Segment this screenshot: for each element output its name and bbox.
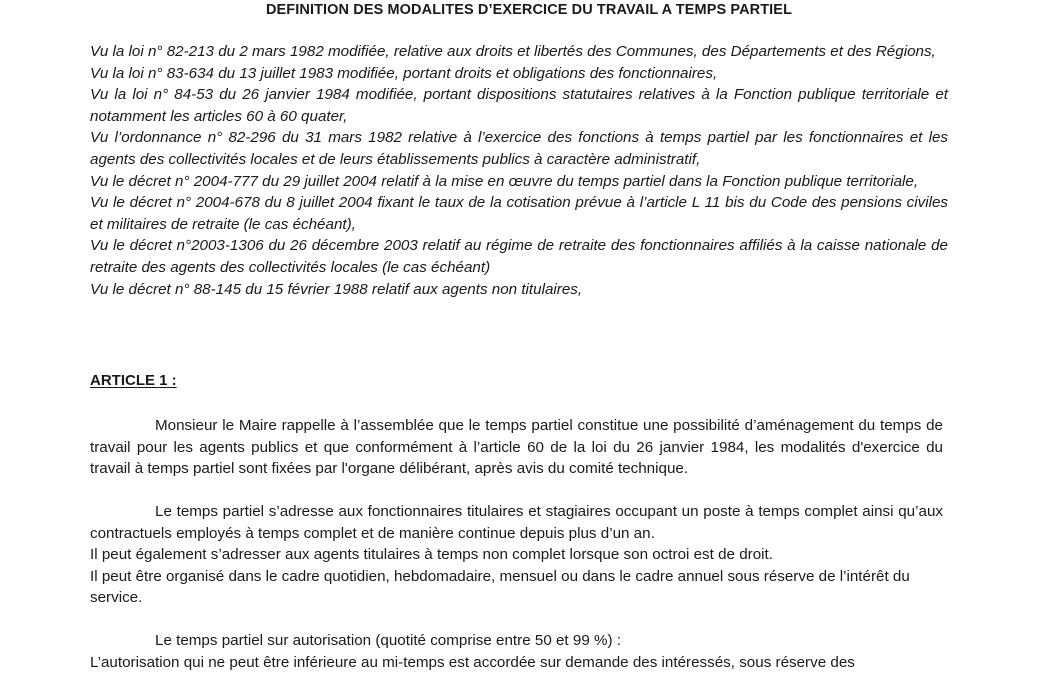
reference-item: Vu la loi n° 82-213 du 2 mars 1982 modifiée, relative aux droits et libertés des Communes, des Départements et des Régions, (90, 43, 936, 60)
reference-item: Vu la loi n° 83-634 du 13 juillet 1983 modifiée, portant droits et obligations des fonctionnaires, (90, 64, 718, 82)
reference-item: Vu le décret n° 2004-777 du 29 juillet 2004 relatif à la mise en œuvre du temps partiel dans la Fonction publique territoriale, (90, 172, 919, 190)
reference-item: Vu l’ordonnance n° 82-296 du 31 mars 1982 relative à l’exercice des fonctions à temps partiel par les fonctionnaires et les agents des collectivités locales et de leurs établissements publics à caractère administratif, (90, 129, 948, 168)
reference-item: Vu le décret n°2003-1306 du 26 décembre 2003 relatif au régime de retraite des fonctionnaires affiliés à la caisse nationale de retraite des agents des collectivités locales (le cas échéant) (90, 237, 948, 276)
document-title: DEFINITION DES MODALITES D’EXERCICE DU TRAVAIL A TEMPS PARTIEL (265, 2, 793, 18)
paragraph-line: Le temps partiel s’adresse aux fonctionnaires titulaires et stagiaires occupant un poste à temps complet ainsi qu’aux contractuels employés à temps complet et de manière continue depuis plus d’un an. (90, 503, 943, 542)
article-paragraph (90, 630, 943, 673)
reference-item: Vu la loi n° 84-53 du 26 janvier 1984 modifiée, portant dispositions statutaires relatives à la Fonction publique territoriale et notamment les articles 60 à 60 quater, (90, 86, 948, 125)
article-paragraph (90, 501, 943, 609)
paragraph-line: L’autorisation qui ne peut être inférieure au mi-temps est accordée sur demande des intéressés, sous réserve des (90, 653, 855, 671)
paragraph-text: Monsieur le Maire rappelle à l’assemblée que le temps partiel constitue une possibilité d’aménagement du temps de travail pour les agents publics et que conformément à l’article 60 de la loi du 26 janvier 1984, les modalités d'exercice du travail à temps partiel sont fixées par l'organe délibérant, après avis du comité technique. (90, 417, 943, 478)
reference-item: Vu le décret n° 2004-678 du 8 juillet 2004 fixant le taux de la cotisation prévue à l’article L 11 bis du Code des pensions civiles et militaires de retraite (le cas échéant), (90, 194, 948, 233)
paragraph-line: Il peut également s’adresser aux agents titulaires à temps non complet lorsque son octroi est de droit. (90, 546, 773, 564)
reference-item: Vu le décret n° 88-145 du 15 février 1988 relatif aux agents non titulaires, (90, 280, 583, 298)
article-heading: ARTICLE 1 : (90, 372, 177, 389)
paragraph-line: Il peut être organisé dans le cadre quotidien, hebdomadaire, mensuel ou dans le cadre annuel sous réserve de l’intérêt du service. (90, 567, 910, 607)
article-paragraph (90, 415, 943, 480)
paragraph-line: Le temps partiel sur autorisation (quotité comprise entre 50 et 99 %) : (155, 632, 621, 649)
legal-references-list (90, 41, 948, 300)
